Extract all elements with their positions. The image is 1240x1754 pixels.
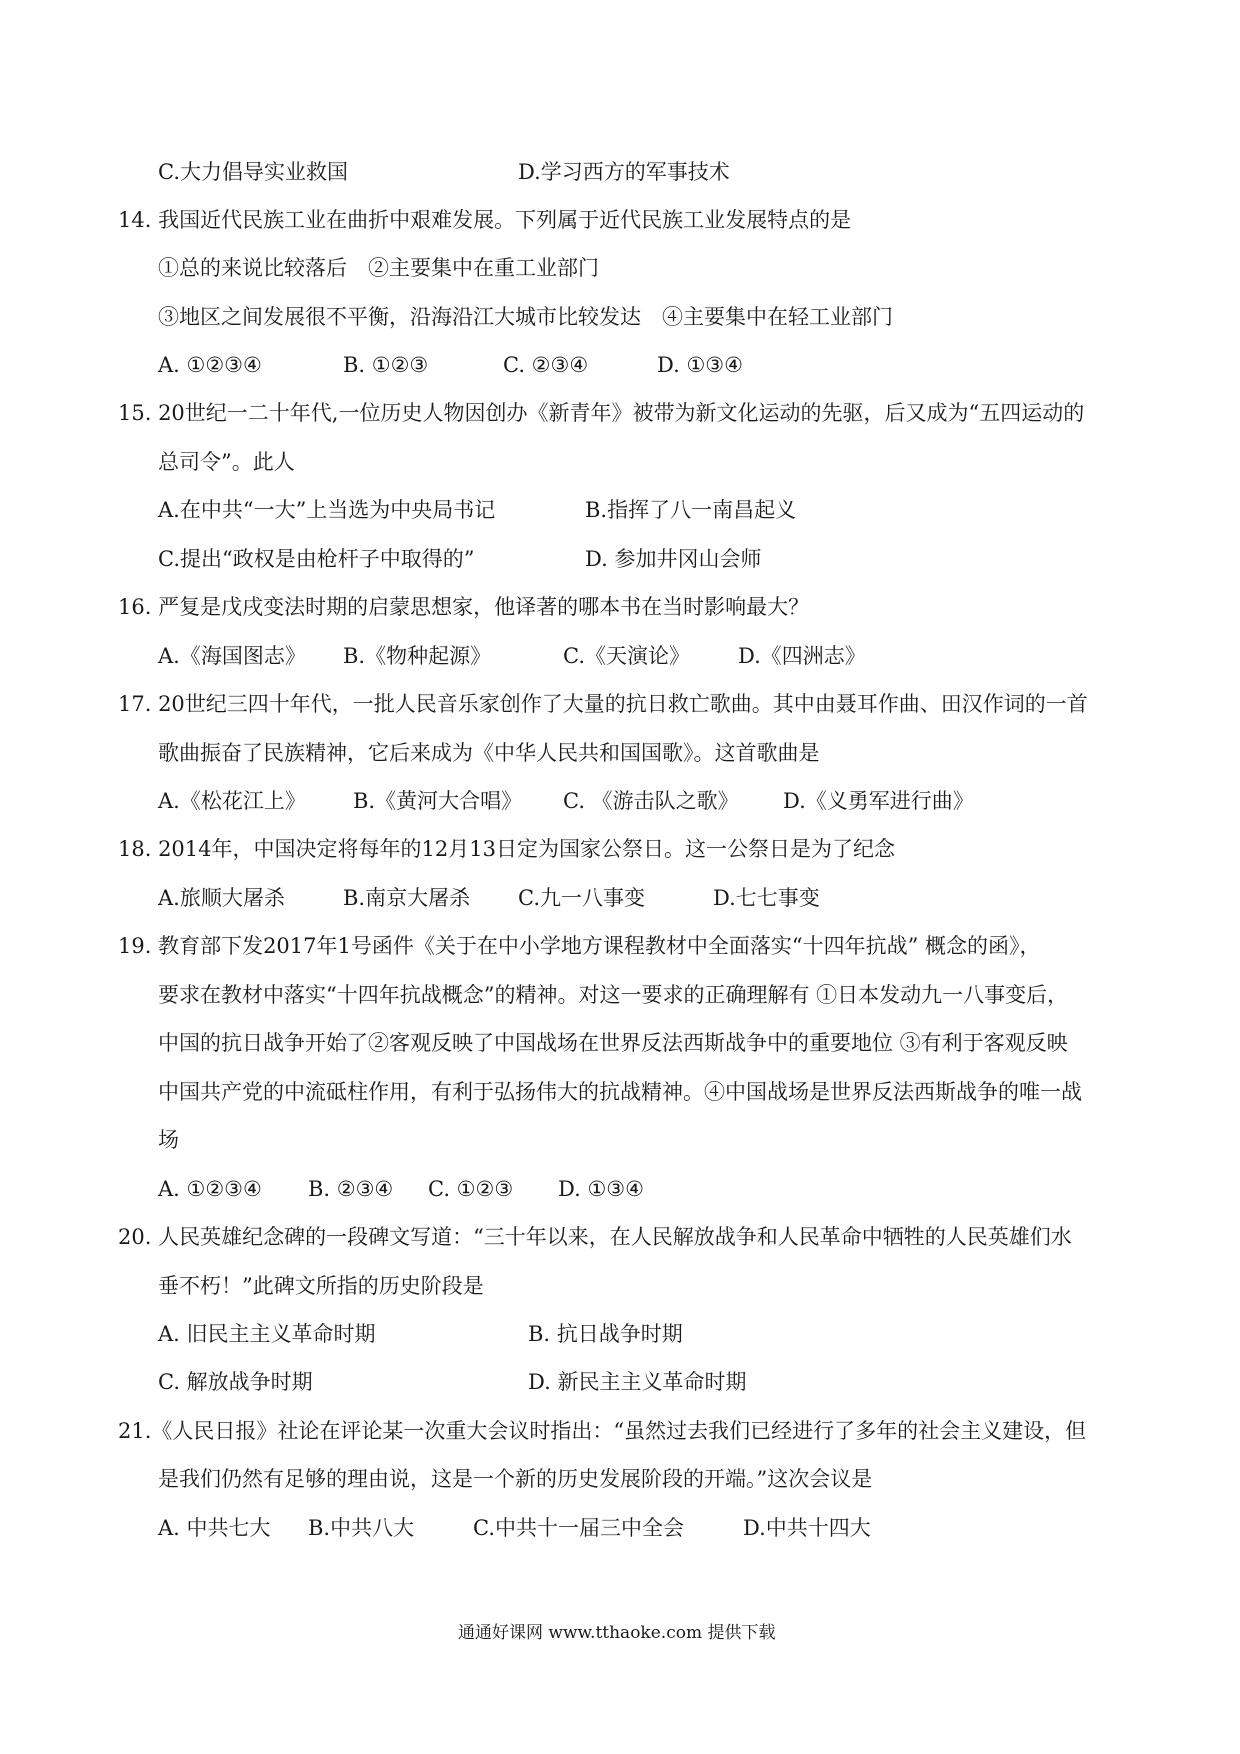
statement-text: ③地区之间发展很不平衡，沿海沿江大城市比较发达 ④主要集中在轻工业部门 — [158, 305, 893, 329]
option-a: A.旅顺大屠杀 — [158, 886, 285, 910]
question-text: 21.《人民日报》社论在评论某一次重大会议时指出：“虽然过去我们已经进行了多年的社会主义建设，但 — [118, 1419, 1087, 1443]
question-text: 中国的抗日战争开始了②客观反映了中国战场在世界反法西斯战争中的重要地位 ③有利于客观反映 — [158, 1031, 1068, 1055]
question-continuation — [0, 1269, 1240, 1303]
question-continuation — [0, 1462, 1240, 1496]
option-b: B.《黄河大合唱》 — [353, 789, 523, 813]
option-a: A. 中共七大 — [158, 1516, 271, 1540]
option-d: D. ①③④ — [657, 353, 743, 377]
option-d: D. ①③④ — [558, 1177, 644, 1201]
option-b: B.中共八大 — [308, 1516, 415, 1540]
question-continuation — [0, 1075, 1240, 1109]
option-c: C. ①②③ — [428, 1177, 514, 1201]
question-continuation — [0, 1026, 1240, 1060]
question-text: 19. 教育部下发2017年1号函件《关于在中小学地方课程教材中全面落实“十四年抗战” 概念的函》， — [118, 934, 1041, 958]
option-c: C.大力倡导实业救国 — [158, 160, 348, 184]
question-text: 垂不朽！”此碑文所指的历史阶段是 — [158, 1274, 484, 1298]
question-14-stem — [0, 203, 1240, 237]
option-b: B. 抗日战争时期 — [528, 1322, 683, 1346]
option-b: B. ①②③ — [343, 353, 429, 377]
option-c: C.提出“政权是由枪杆子中取得的” — [158, 547, 475, 571]
question-text: 总司令”。此人 — [158, 450, 295, 474]
option-b: B.指挥了八一南昌起义 — [585, 498, 797, 522]
option-line — [0, 1317, 1240, 1351]
question-text: 16. 严复是戊戌变法时期的启蒙思想家，他译著的哪本书在当时影响最大？ — [118, 595, 810, 619]
option-a: A.《松花江上》 — [158, 789, 306, 813]
footer-text: 通通好课网 www.tthaoke.com 提供下载 — [458, 1623, 776, 1643]
question-text: 15. 20世纪一二十年代,一位历史人物因创办《新青年》被带为新文化运动的先驱，后又成为“五四运动的 — [118, 401, 1085, 425]
option-a: A.在中共“一大”上当选为中央局书记 — [158, 498, 496, 522]
question-text: 场 — [158, 1128, 179, 1152]
option-line — [0, 542, 1240, 576]
question-16-stem — [0, 590, 1240, 624]
statement-text: ①总的来说比较落后 ②主要集中在重工业部门 — [158, 256, 599, 280]
question-text: 中国共产党的中流砥柱作用，有利于弘扬伟大的抗战精神。④中国战场是世界反法西斯战争的唯一战 — [158, 1080, 1082, 1104]
option-d: D.《义勇军进行曲》 — [783, 789, 974, 813]
question-18-stem — [0, 832, 1240, 866]
question-text: 是我们仍然有足够的理由说，这是一个新的历史发展阶段的开端。”这次会议是 — [158, 1467, 873, 1491]
option-a: A. ①②③④ — [158, 353, 262, 377]
option-c: C. 《游击队之歌》 — [563, 789, 739, 813]
option-d: D. 参加井冈山会师 — [585, 547, 762, 571]
option-line — [0, 1365, 1240, 1399]
question-20-stem — [0, 1220, 1240, 1254]
question-17-stem — [0, 687, 1240, 721]
option-a: A. 旧民主主义革命时期 — [158, 1322, 376, 1346]
option-d: D.学习西方的军事技术 — [518, 160, 730, 184]
option-d: D. 新民主主义革命时期 — [528, 1370, 747, 1394]
option-a: A.《海国图志》 — [158, 644, 306, 668]
option-d: D.《四洲志》 — [738, 644, 866, 668]
option-c: C. ②③④ — [503, 353, 589, 377]
option-line — [0, 784, 1240, 818]
question-21-stem — [0, 1414, 1240, 1448]
option-c: C. 解放战争时期 — [158, 1370, 313, 1394]
option-a: A. ①②③④ — [158, 1177, 262, 1201]
option-line — [0, 155, 1240, 189]
option-d: D.中共十四大 — [743, 1516, 871, 1540]
option-line — [0, 493, 1240, 527]
question-continuation — [0, 736, 1240, 770]
option-line — [0, 1511, 1240, 1545]
option-b: B.《物种起源》 — [343, 644, 492, 668]
question-text: 20. 人民英雄纪念碑的一段碑文写道：“三十年以来，在人民解放战争和人民革命中牺牲的人民英雄们水 — [118, 1225, 1072, 1249]
option-line — [0, 1172, 1240, 1206]
option-line — [0, 639, 1240, 673]
option-line — [0, 348, 1240, 382]
option-c: C.九一八事变 — [518, 886, 645, 910]
question-15-stem — [0, 396, 1240, 430]
option-b: B. ②③④ — [308, 1177, 394, 1201]
option-b: B.南京大屠杀 — [343, 886, 471, 910]
question-text: 歌曲振奋了民族精神，它后来成为《中华人民共和国国歌》。这首歌曲是 — [158, 741, 820, 765]
question-text: 17. 20世纪三四十年代，一批人民音乐家创作了大量的抗日救亡歌曲。其中由聂耳作曲、田汉作词的一首 — [118, 692, 1088, 716]
question-19-stem — [0, 929, 1240, 963]
question-text: 18. 2014年，中国决定将每年的12月13日定为国家公祭日。这一公祭日是为了纪念 — [118, 837, 895, 861]
option-c: C.《天演论》 — [563, 644, 690, 668]
question-text: 要求在教材中落实“十四年抗战概念”的精神。对这一要求的正确理解有 ①日本发动九一八事变后， — [158, 983, 1069, 1007]
option-c: C.中共十一届三中全会 — [473, 1516, 684, 1540]
statement-line — [0, 251, 1240, 285]
question-text: 14. 我国近代民族工业在曲折中艰难发展。下列属于近代民族工业发展特点的是 — [118, 208, 852, 232]
question-continuation — [0, 445, 1240, 479]
option-line — [0, 881, 1240, 915]
option-d: D.七七事变 — [713, 886, 820, 910]
question-continuation — [0, 978, 1240, 1012]
statement-line — [0, 300, 1240, 334]
question-continuation — [0, 1123, 1240, 1157]
page-footer — [0, 1616, 1240, 1650]
